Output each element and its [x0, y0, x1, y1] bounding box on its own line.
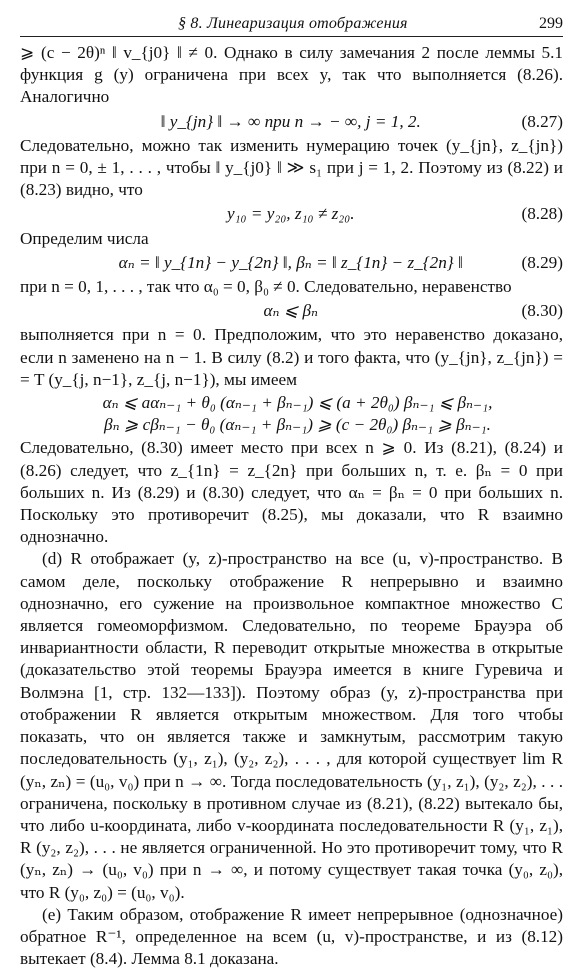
- equation-8-30: [20, 300, 563, 322]
- paragraph-4: при n = 0, 1, . . . , так что α₀ = 0, β₀ ≠ 0. Следовательно, неравенство: [20, 277, 512, 297]
- paragraph-8: (e) Таким образом, отображение R имеет непрерывное (однозначное) обратное R⁻¹, определенное на всем (u, v)-пространстве, и из (8.12) вытекает (8.4). Лемма 8.1 доказана.: [20, 904, 563, 969]
- paragraph-3: Определим числа: [20, 228, 149, 248]
- equation-8-29-number: (8.29): [521, 252, 563, 272]
- equation-8-28-formula: y₁₀ = y₂₀, z₁₀ ≠ z₂₀.: [226, 204, 355, 224]
- equation-8-27-number: (8.27): [521, 111, 563, 131]
- section-title: § 8. Линеаризация отображения: [178, 15, 408, 32]
- equation-8-27: [20, 111, 563, 133]
- paragraph-7: (d) R отображает (y, z)-пространство на все (u, v)-пространство. В самом деле, поскольку отображение R непрерывно и взаимно однозначно, его сужение на произвольное компактное множество C является гомеоморфизмом. Следовательно, по теореме Брауэра об инвариантности области, R переводит открытые множества в открытые (доказательство этой теоремы Брауэра имеется в книге Гуревича и Волмэна [1, стр. 132—133]). Поэтому образ (y, z)-пространства при отображении R является открытым множеством. Для того чтобы показать, что он является также и замкнутым, рассмотрим такую последовательность (y₁, z₁), (y₂, z₂), . . . , для которой существует lim R (yₙ, zₙ) = (u₀, v₀) при n → ∞. Тогда последовательность (y₁, z₁), (y₂, z₂), . . . ограничена, поскольку в противном случае из (8.21), (8.22) вытекало бы, что либо u-координата, либо v-координата последовательности R (y₁, z₁), R (y₂, z₂), . . . не является ограниченной. Но это противоречит тому, что R (yₙ, zₙ) → (u₀, v₀) при n → ∞, и потому существует такая точка (y₀, z₀), что R (y₀, z₀) = (u₀, v₀).: [20, 549, 563, 902]
- running-header: [20, 14, 563, 37]
- paragraph-5: выполняется при n = 0. Предположим, что это неравенство доказано, если n заменено на n − 1. В силу (8.2) и того факта, что (y_{jn}, z_{jn}) = = T (y_{j, n−1}, z_{j, n−1}), мы имеем: [20, 325, 563, 389]
- equation-8-30-number: (8.30): [521, 301, 563, 321]
- equation-8-29: [20, 252, 563, 274]
- equation-8-28-number: (8.28): [521, 204, 563, 224]
- equation-8-27-formula: ‖ y_{jn} ‖ → ∞ при n → − ∞, j = 1, 2.: [160, 111, 421, 131]
- paragraph-1: ⩾ (c − 2θ)ⁿ ‖ v_{j0} ‖ ≠ 0. Однако в силу замечания 2 после леммы 5.1 функция g (y) ограничена при всех y, так что выполняется (8.26). Аналогично: [20, 43, 563, 107]
- inequality-block: [20, 392, 563, 436]
- equation-8-30-formula: αₙ ⩽ βₙ: [263, 301, 318, 321]
- equation-8-29-formula: αₙ = ‖ y_{1n} − y_{2n} ‖, βₙ = ‖ z_{1n} − z_{2n} ‖: [118, 252, 463, 272]
- paragraph-6: Следовательно, (8.30) имеет место при всех n ⩾ 0. Из (8.21), (8.24) и (8.26) следует, что z_{1n} = z_{2n} при больших n, т. е. βₙ = 0 при больших n. Из (8.29) и (8.30) следует, что αₙ = βₙ = 0 при больших n. Поскольку это противоречит (8.25), мы доказали, что R взаимно однозначно.: [20, 438, 563, 547]
- page-number: 299: [539, 15, 563, 32]
- equation-8-28: [20, 203, 563, 225]
- inequality-alpha: αₙ ⩽ aαₙ₋₁ + θ₀ (αₙ₋₁ + βₙ₋₁) ⩽ (a + 2θ₀) βₙ₋₁ ⩽ βₙ₋₁,: [102, 393, 493, 413]
- inequality-beta: βₙ ⩾ cβₙ₋₁ − θ₀ (αₙ₋₁ + βₙ₋₁) ⩾ (c − 2θ₀) βₙ₋₁ ⩾ βₙ₋₁.: [104, 415, 491, 435]
- paragraph-2: Следовательно, можно так изменить нумерацию точек (y_{jn}, z_{jn}) при n = 0, ± 1, . . . , чтобы ‖ y_{j0} ‖ ≫ s₁ при j = 1, 2. Поэтому из (8.22) и (8.23) видно, что: [20, 135, 563, 200]
